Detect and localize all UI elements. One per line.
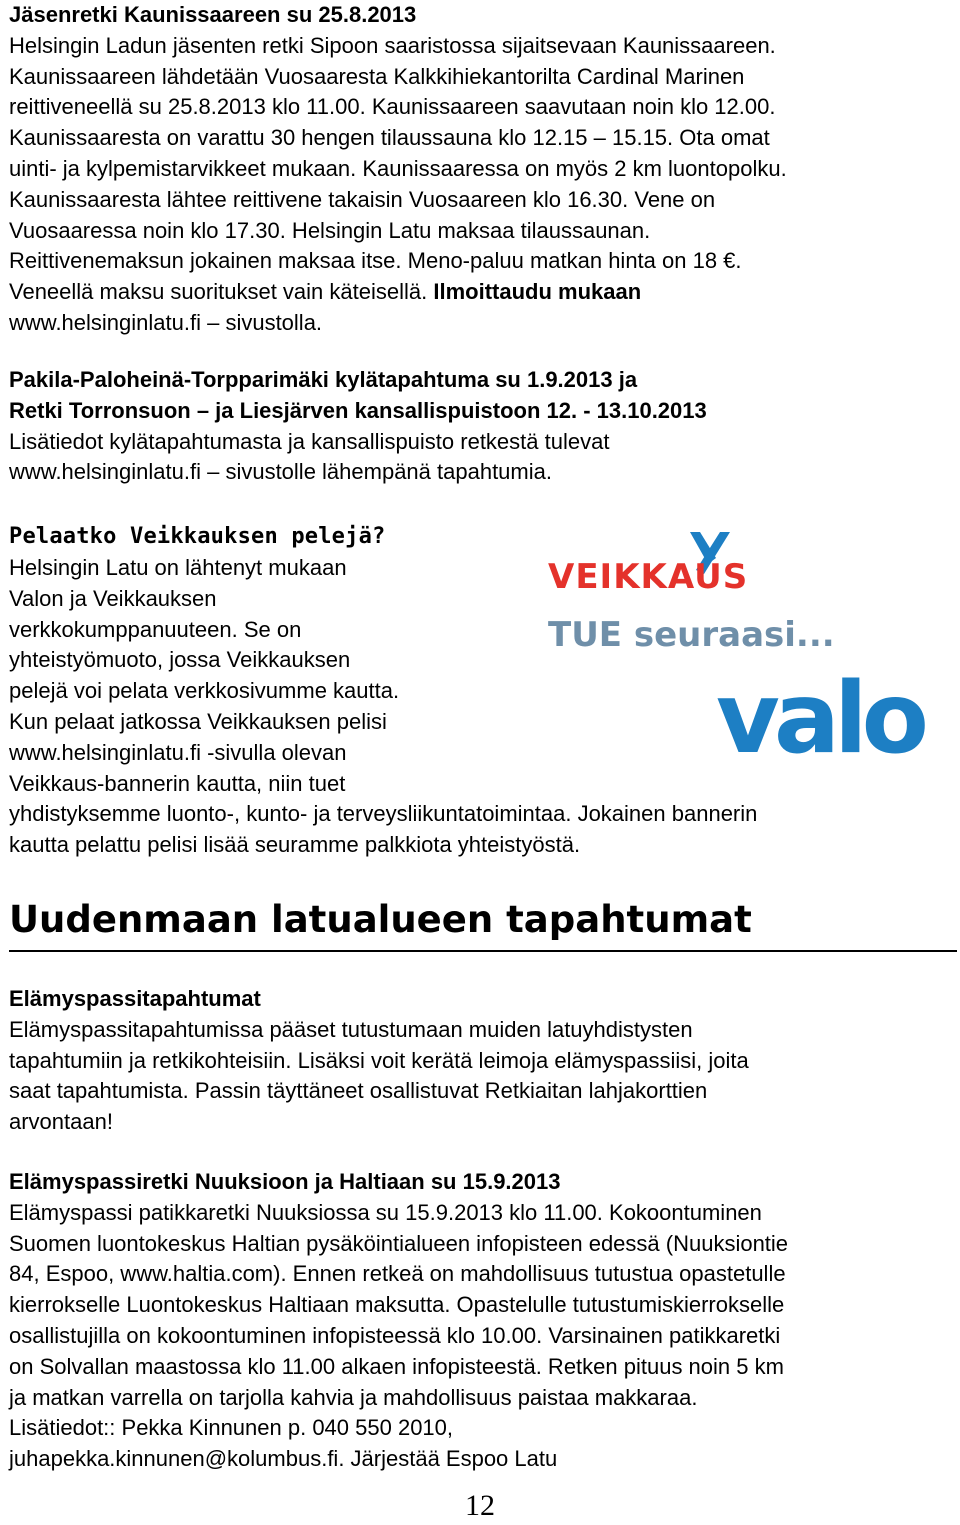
body-line	[9, 277, 641, 308]
kaunissaari-heading: Jäsenretki Kaunissaareen su 25.8.2013	[9, 2, 417, 27]
payment-note: Veneellä maksu suoritukset vain käteisellä.	[9, 279, 428, 305]
tue-seuraasi-text: TUE seuraasi...	[548, 615, 835, 655]
body-line: Veikkaus-bannerin kautta, niin tuet	[9, 770, 346, 796]
body-line: www.helsinginlatu.fi -sivulla olevan	[9, 739, 347, 765]
body-line: Valon ja Veikkauksen	[9, 585, 217, 611]
page-number: 12	[465, 1489, 495, 1522]
signup-text: Ilmoittaudu mukaan	[433, 279, 642, 305]
body-line: Elämyspassitapahtumissa pääset tutustumaan muiden latuyhdistysten	[9, 1016, 693, 1042]
body-line: Kaunissaareen lähdetään Vuosaaresta Kalkkihiekantorilta Cardinal Marinen	[9, 63, 745, 89]
uudenmaa-heading: Uudenmaan latualueen tapahtumat	[9, 894, 957, 952]
signup-url[interactable]: www.helsinginlatu.fi – sivustolla.	[9, 310, 323, 335]
body-line: juhapekka.kinnunen@kolumbus.fi. Järjestää Espoo Latu	[9, 1446, 558, 1472]
body-line: Suomen luontokeskus Haltian pysäköintialueen infopisteen edessä (Nuuksiontie	[9, 1230, 789, 1256]
body-line: Reittivenemaksun jokainen maksaa itse. Meno-paluu matkan hinta on 18 €.	[9, 248, 742, 274]
body-line: Kaunissaaresta lähtee reittivene takaisin Vuosaareen klo 16.30. Vene on	[9, 186, 716, 212]
body-line: osallistujilla on kokoontuminen infopisteessä klo 10.00. Varsinainen patikkaretki	[9, 1323, 781, 1348]
retki-heading: Elämyspassiretki Nuuksioon ja Haltiaan su 15.9.2013	[9, 1169, 561, 1194]
body-line: www.helsinginlatu.fi – sivustolle lähempänä tapahtumia.	[9, 459, 552, 485]
body-line: Lisätiedot kylätapahtumasta ja kansallispuisto retkestä tulevat	[9, 428, 610, 454]
body-line: pelejä voi pelata verkkosivumme kautta.	[9, 678, 400, 704]
veikkaus-heading: Pelaatko Veikkauksen pelejä?	[9, 524, 386, 549]
valo-logo-text: valo	[716, 662, 923, 760]
body-line: Helsingin Ladun jäsenten retki Sipoon saaristossa sijaitsevaan Kaunissaareen.	[9, 32, 776, 58]
body-line: yhdistyksemme luonto-, kunto- ja terveysliikuntatoimintaa. Jokainen bannerin	[9, 801, 758, 827]
body-line: Kaunissaaresta on varattu 30 hengen tilaussauna klo 12.15 – 15.15. Ota omat	[9, 125, 770, 151]
body-line: tapahtumiin ja retkikohteisiin. Lisäksi voit kerätä leimoja elämyspassiisi, joita	[9, 1047, 749, 1073]
body-line: Vuosaaressa noin klo 17.30. Helsingin Latu maksaa tilaussaunan.	[9, 217, 651, 243]
body-line: Helsingin Latu on lähtenyt mukaan	[9, 555, 347, 580]
body-line: uinti- ja kylpemistarvikkeet mukaan. Kaunissaaressa on myös 2 km luontopolku.	[9, 156, 787, 181]
body-line: verkkokumppanuuteen. Se on	[9, 616, 302, 642]
elamys-heading: Elämyspassitapahtumat	[9, 986, 261, 1011]
body-line: ja matkan varrella on tarjolla kahvia ja mahdollisuus paistaa makkaraa.	[9, 1384, 698, 1410]
body-line: on Solvallan maastossa klo 11.00 alkaen infopisteestä. Retken pituus noin 5 km	[9, 1353, 784, 1379]
body-line: Elämyspassi patikkaretki Nuuksiossa su 15.9.2013 klo 11.00. Kokoontuminen	[9, 1199, 762, 1225]
body-line: Lisätiedot:: Pekka Kinnunen p. 040 550 2010,	[9, 1415, 454, 1441]
pakila-heading: Pakila-Paloheinä-Torpparimäki kylätapahtuma su 1.9.2013 ja	[9, 367, 638, 392]
body-line: 84, Espoo, www.haltia.com). Ennen retkeä on mahdollisuus tutustua opastetulle	[9, 1261, 786, 1287]
veikkaus-logo-text: VEIKKAUS	[548, 557, 749, 597]
body-line: kierrokselle Luontokeskus Haltiaan maksutta. Opastelulle tutustumiskierrokselle	[9, 1292, 785, 1318]
body-line: Kun pelaat jatkossa Veikkauksen pelisi	[9, 709, 387, 734]
body-line: yhteistyömuoto, jossa Veikkauksen	[9, 647, 351, 673]
veikkaus-logos	[540, 530, 940, 760]
body-line: reittiveneellä su 25.8.2013 klo 11.00. Kaunissaareen saavutaan noin klo 12.00.	[9, 94, 776, 120]
body-line: arvontaan!	[9, 1109, 113, 1135]
torronsuo-heading: Retki Torronsuon – ja Liesjärven kansallispuistoon 12. - 13.10.2013	[9, 397, 707, 423]
body-line: saat tapahtumista. Passin täyttäneet osallistuvat Retkiaitan lahjakorttien	[9, 1078, 708, 1104]
body-line: kautta pelattu pelisi lisää seuramme palkkiota yhteistyöstä.	[9, 832, 581, 858]
